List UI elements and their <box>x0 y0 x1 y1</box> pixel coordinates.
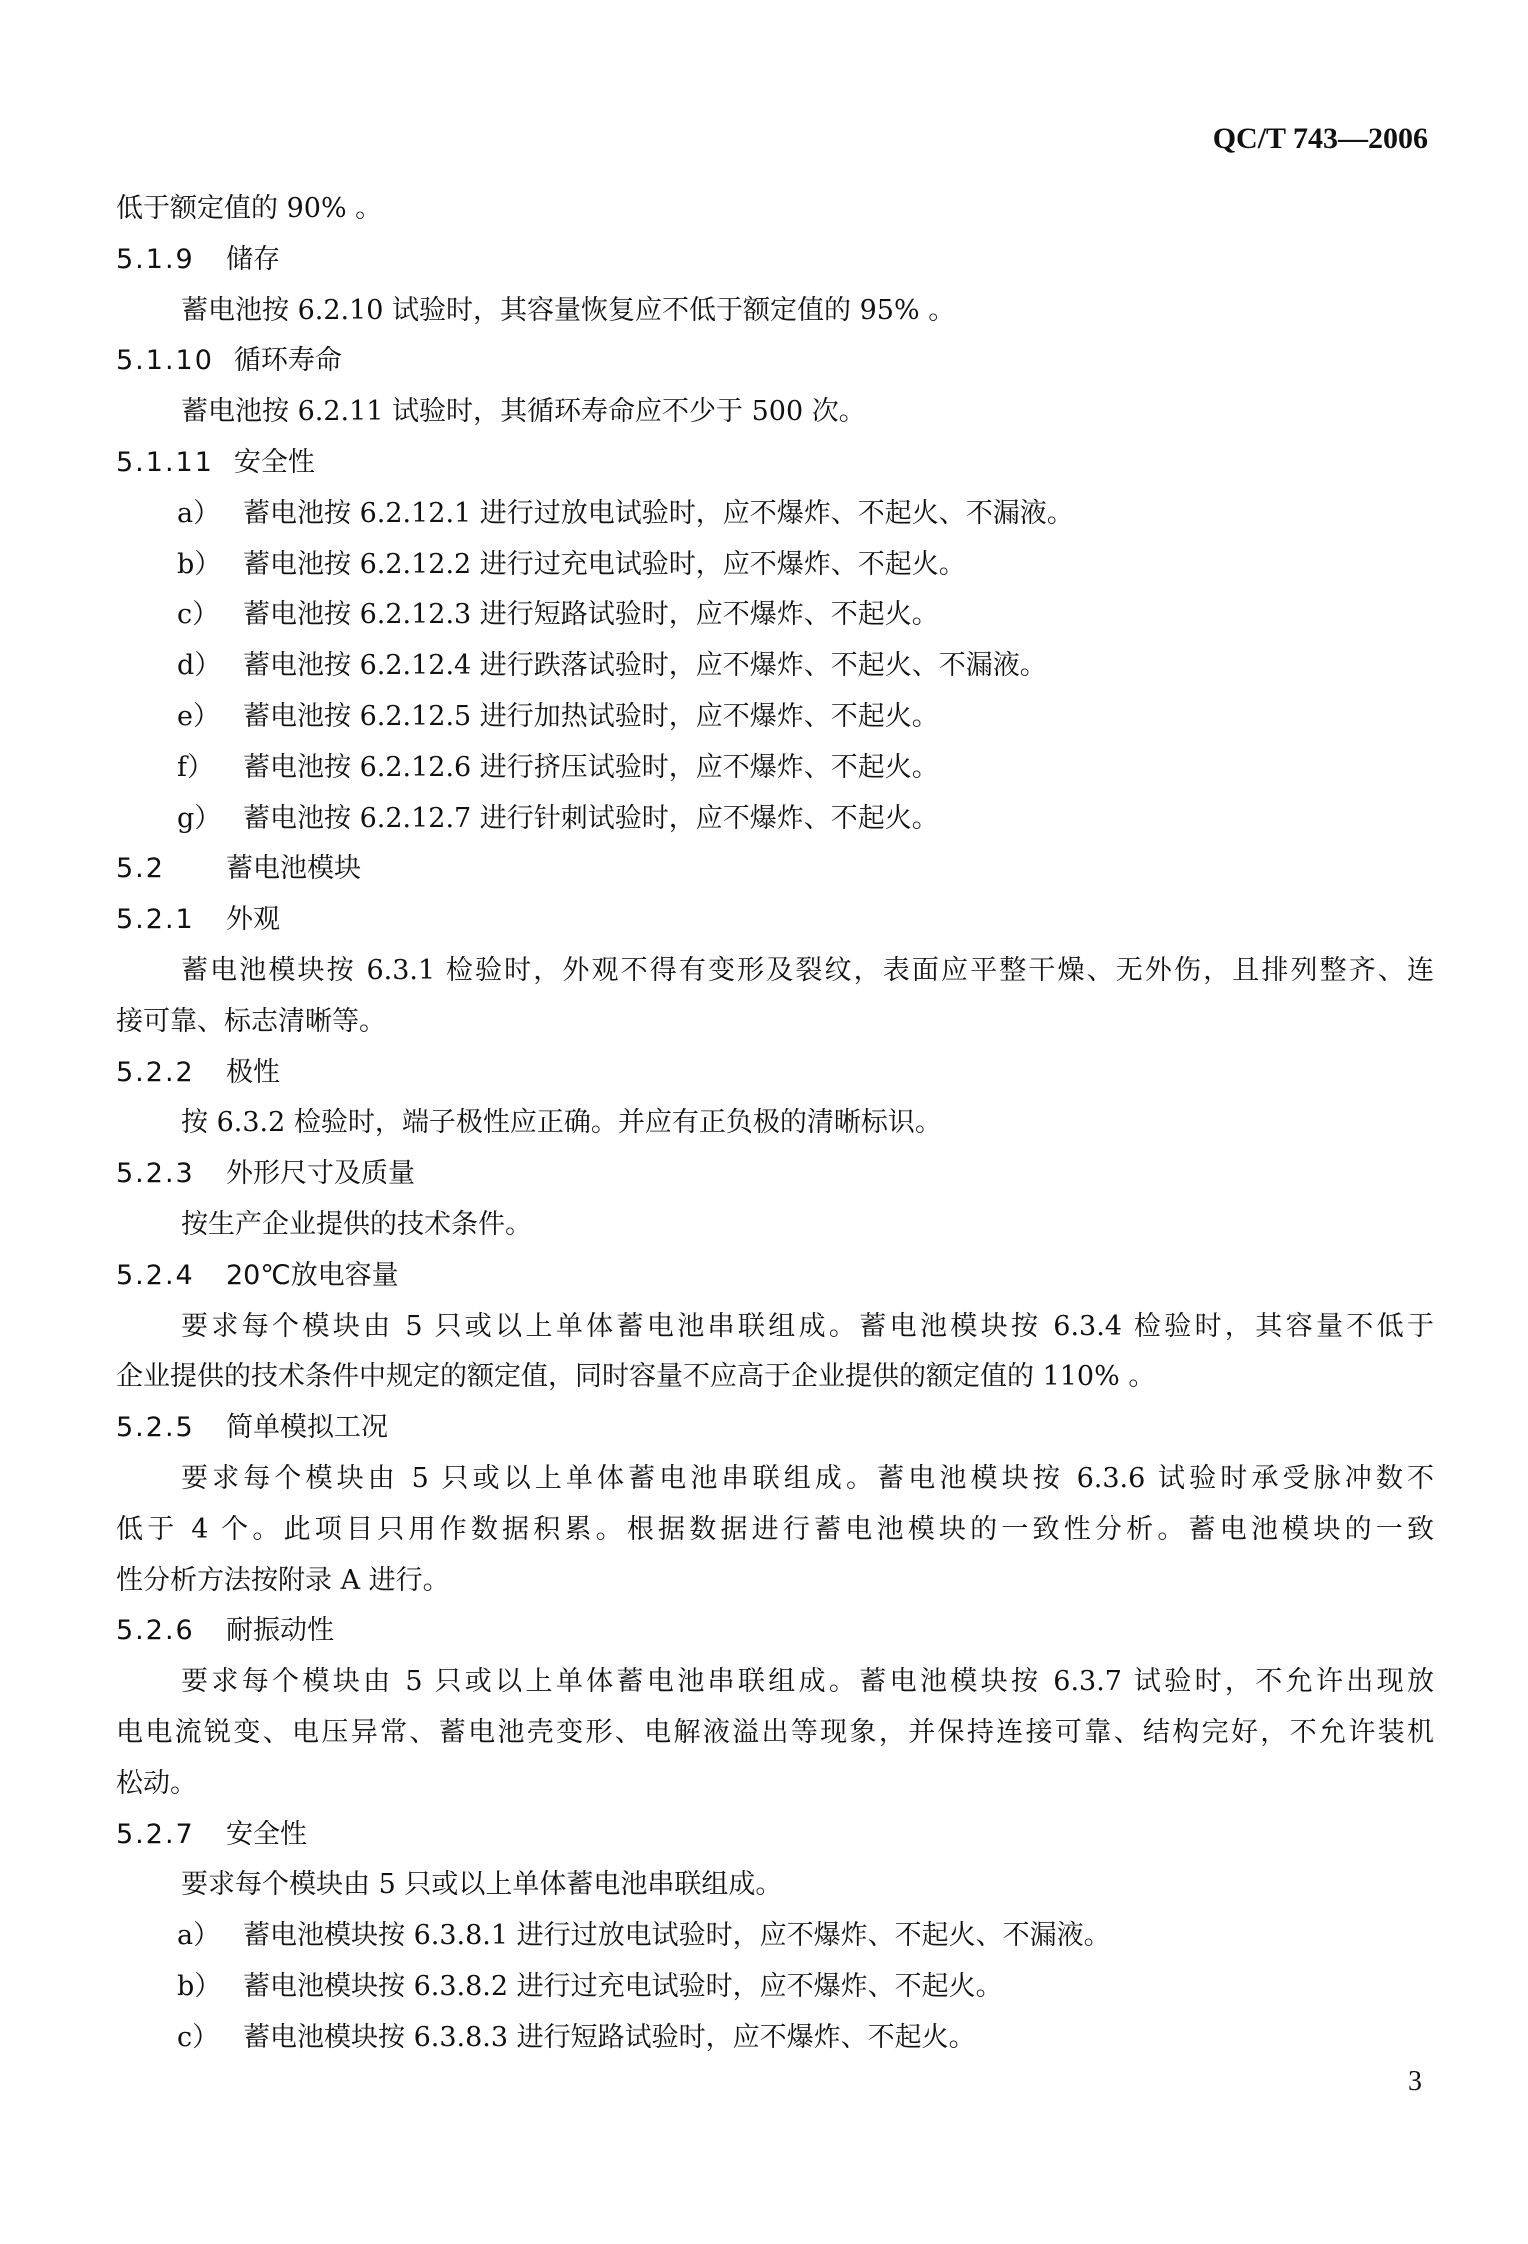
list-item <box>116 540 1434 591</box>
section-title: 循环寿命 <box>233 345 342 377</box>
section-number: 5.2.6 <box>116 1615 195 1647</box>
section-heading <box>116 844 1434 895</box>
section-heading <box>116 1403 1434 1454</box>
section-heading <box>116 235 1434 286</box>
paragraph-line: 接可靠、标志清晰等。 <box>116 1005 386 1037</box>
paragraph-line: 要求每个模块由 5 只或以上单体蓄电池串联组成。蓄电池模块按 6.3.4 检验时，其容量不低于 <box>181 1310 1434 1342</box>
section-title: 极性 <box>226 1056 280 1088</box>
list-text: 蓄电池按 6.2.12.1 进行过放电试验时，应不爆炸、不起火、不漏液。 <box>243 497 1074 529</box>
paragraph-line: 低于额定值的 90% 。 <box>116 193 383 224</box>
section-number: 5.2.7 <box>116 1818 195 1850</box>
list-item <box>116 489 1434 540</box>
list-label: e） <box>177 700 220 732</box>
list-item <box>116 2013 1434 2064</box>
section-title: 简单模拟工况 <box>226 1412 388 1444</box>
paragraph-line: 按 6.3.2 检验时，端子极性应正确。并应有正负极的清晰标识。 <box>181 1107 942 1139</box>
section-number: 5.1.10 <box>116 345 214 377</box>
standard-code-header: QC/T 743—2006 <box>1212 122 1428 155</box>
list-text: 蓄电池按 6.2.12.6 进行挤压试验时，应不爆炸、不起火。 <box>243 751 939 783</box>
section-heading <box>116 895 1434 946</box>
list-label: c） <box>177 599 220 631</box>
list-item <box>116 743 1434 794</box>
section-number: 5.1.11 <box>116 446 214 478</box>
list-label: a） <box>177 1920 221 1952</box>
paragraph-line: 要求每个模块由 5 只或以上单体蓄电池串联组成。 <box>181 1869 783 1901</box>
list-label: f） <box>177 751 214 783</box>
list-item <box>116 794 1434 845</box>
list-text: 蓄电池按 6.2.12.7 进行针刺试验时，应不爆炸、不起火。 <box>243 802 939 834</box>
section-number: 5.2.1 <box>116 904 195 936</box>
section-title: 储存 <box>226 243 280 275</box>
paragraph-line: 要求每个模块由 5 只或以上单体蓄电池串联组成。蓄电池模块按 6.3.6 试验时承受脉冲数不 <box>181 1462 1434 1494</box>
document-body <box>116 184 1434 2063</box>
section-number: 5.2.3 <box>116 1158 195 1190</box>
section-heading <box>116 1606 1434 1657</box>
paragraph-line: 要求每个模块由 5 只或以上单体蓄电池串联组成。蓄电池模块按 6.3.7 试验时，不允许出现放 <box>181 1666 1434 1698</box>
paragraph-line: 企业提供的技术条件中规定的额定值，同时容量不应高于企业提供的额定值的 110% 。 <box>116 1361 1156 1393</box>
list-label: b） <box>177 1970 222 2002</box>
section-number: 5.2 <box>116 853 165 885</box>
paragraph-line: 电电流锐变、电压异常、蓄电池壳变形、电解液溢出等现象，并保持连接可靠、结构完好，不允许装机 <box>116 1716 1434 1748</box>
section-title: 外观 <box>226 904 280 936</box>
section-number: 5.2.2 <box>116 1056 195 1088</box>
section-heading <box>116 336 1434 387</box>
section-title: 蓄电池模块 <box>226 853 361 885</box>
list-item <box>116 692 1434 743</box>
list-text: 蓄电池模块按 6.3.8.1 进行过放电试验时，应不爆炸、不起火、不漏液。 <box>243 1920 1111 1952</box>
list-label: g） <box>177 802 222 834</box>
list-text: 蓄电池按 6.2.12.4 进行跌落试验时，应不爆炸、不起火、不漏液。 <box>243 650 1047 682</box>
section-title: 耐振动性 <box>226 1615 334 1647</box>
paragraph-line: 蓄电池模块按 6.3.1 检验时，外观不得有变形及裂纹，表面应平整干燥、无外伤，且排列整齐、连 <box>181 954 1434 986</box>
section-title: 安全性 <box>233 446 315 478</box>
list-text: 蓄电池按 6.2.12.5 进行加热试验时，应不爆炸、不起火。 <box>243 700 939 732</box>
list-item <box>116 1962 1434 2013</box>
list-label: c） <box>177 2021 220 2053</box>
section-title: 安全性 <box>226 1818 307 1850</box>
list-label: a） <box>177 497 221 529</box>
section-number: 5.2.4 <box>116 1259 195 1291</box>
section-number: 5.2.5 <box>116 1412 195 1444</box>
list-item <box>116 641 1434 692</box>
list-label: b） <box>177 548 222 580</box>
list-text: 蓄电池模块按 6.3.8.3 进行短路试验时，应不爆炸、不起火。 <box>243 2021 976 2053</box>
section-title: 外形尺寸及质量 <box>226 1158 415 1190</box>
section-title: 20℃放电容量 <box>226 1259 399 1291</box>
section-number: 5.1.9 <box>116 243 195 275</box>
list-text: 蓄电池按 6.2.12.2 进行过充电试验时，应不爆炸、不起火。 <box>243 548 966 580</box>
section-heading <box>116 438 1434 489</box>
section-heading <box>116 1251 1434 1302</box>
page-number: 3 <box>1408 2066 1422 2097</box>
paragraph-line: 性分析方法按附录 A 进行。 <box>116 1564 450 1596</box>
paragraph-line: 蓄电池按 6.2.11 试验时，其循环寿命应不少于 500 次。 <box>181 396 866 428</box>
section-heading <box>116 1048 1434 1099</box>
section-heading <box>116 1149 1434 1200</box>
list-label: d） <box>177 650 222 682</box>
paragraph-line: 低于 4 个。此项目只用作数据积累。根据数据进行蓄电池模块的一致性分析。蓄电池模块的一致 <box>116 1513 1434 1545</box>
list-text: 蓄电池模块按 6.3.8.2 进行过充电试验时，应不爆炸、不起火。 <box>243 1970 1003 2002</box>
list-item <box>116 1911 1434 1962</box>
list-item <box>116 590 1434 641</box>
paragraph-line: 松动。 <box>116 1767 197 1799</box>
section-heading <box>116 1810 1434 1861</box>
paragraph-line: 蓄电池按 6.2.10 试验时，其容量恢复应不低于额定值的 95% 。 <box>181 294 956 326</box>
paragraph-line: 按生产企业提供的技术条件。 <box>181 1208 532 1240</box>
list-text: 蓄电池按 6.2.12.3 进行短路试验时，应不爆炸、不起火。 <box>243 599 939 631</box>
